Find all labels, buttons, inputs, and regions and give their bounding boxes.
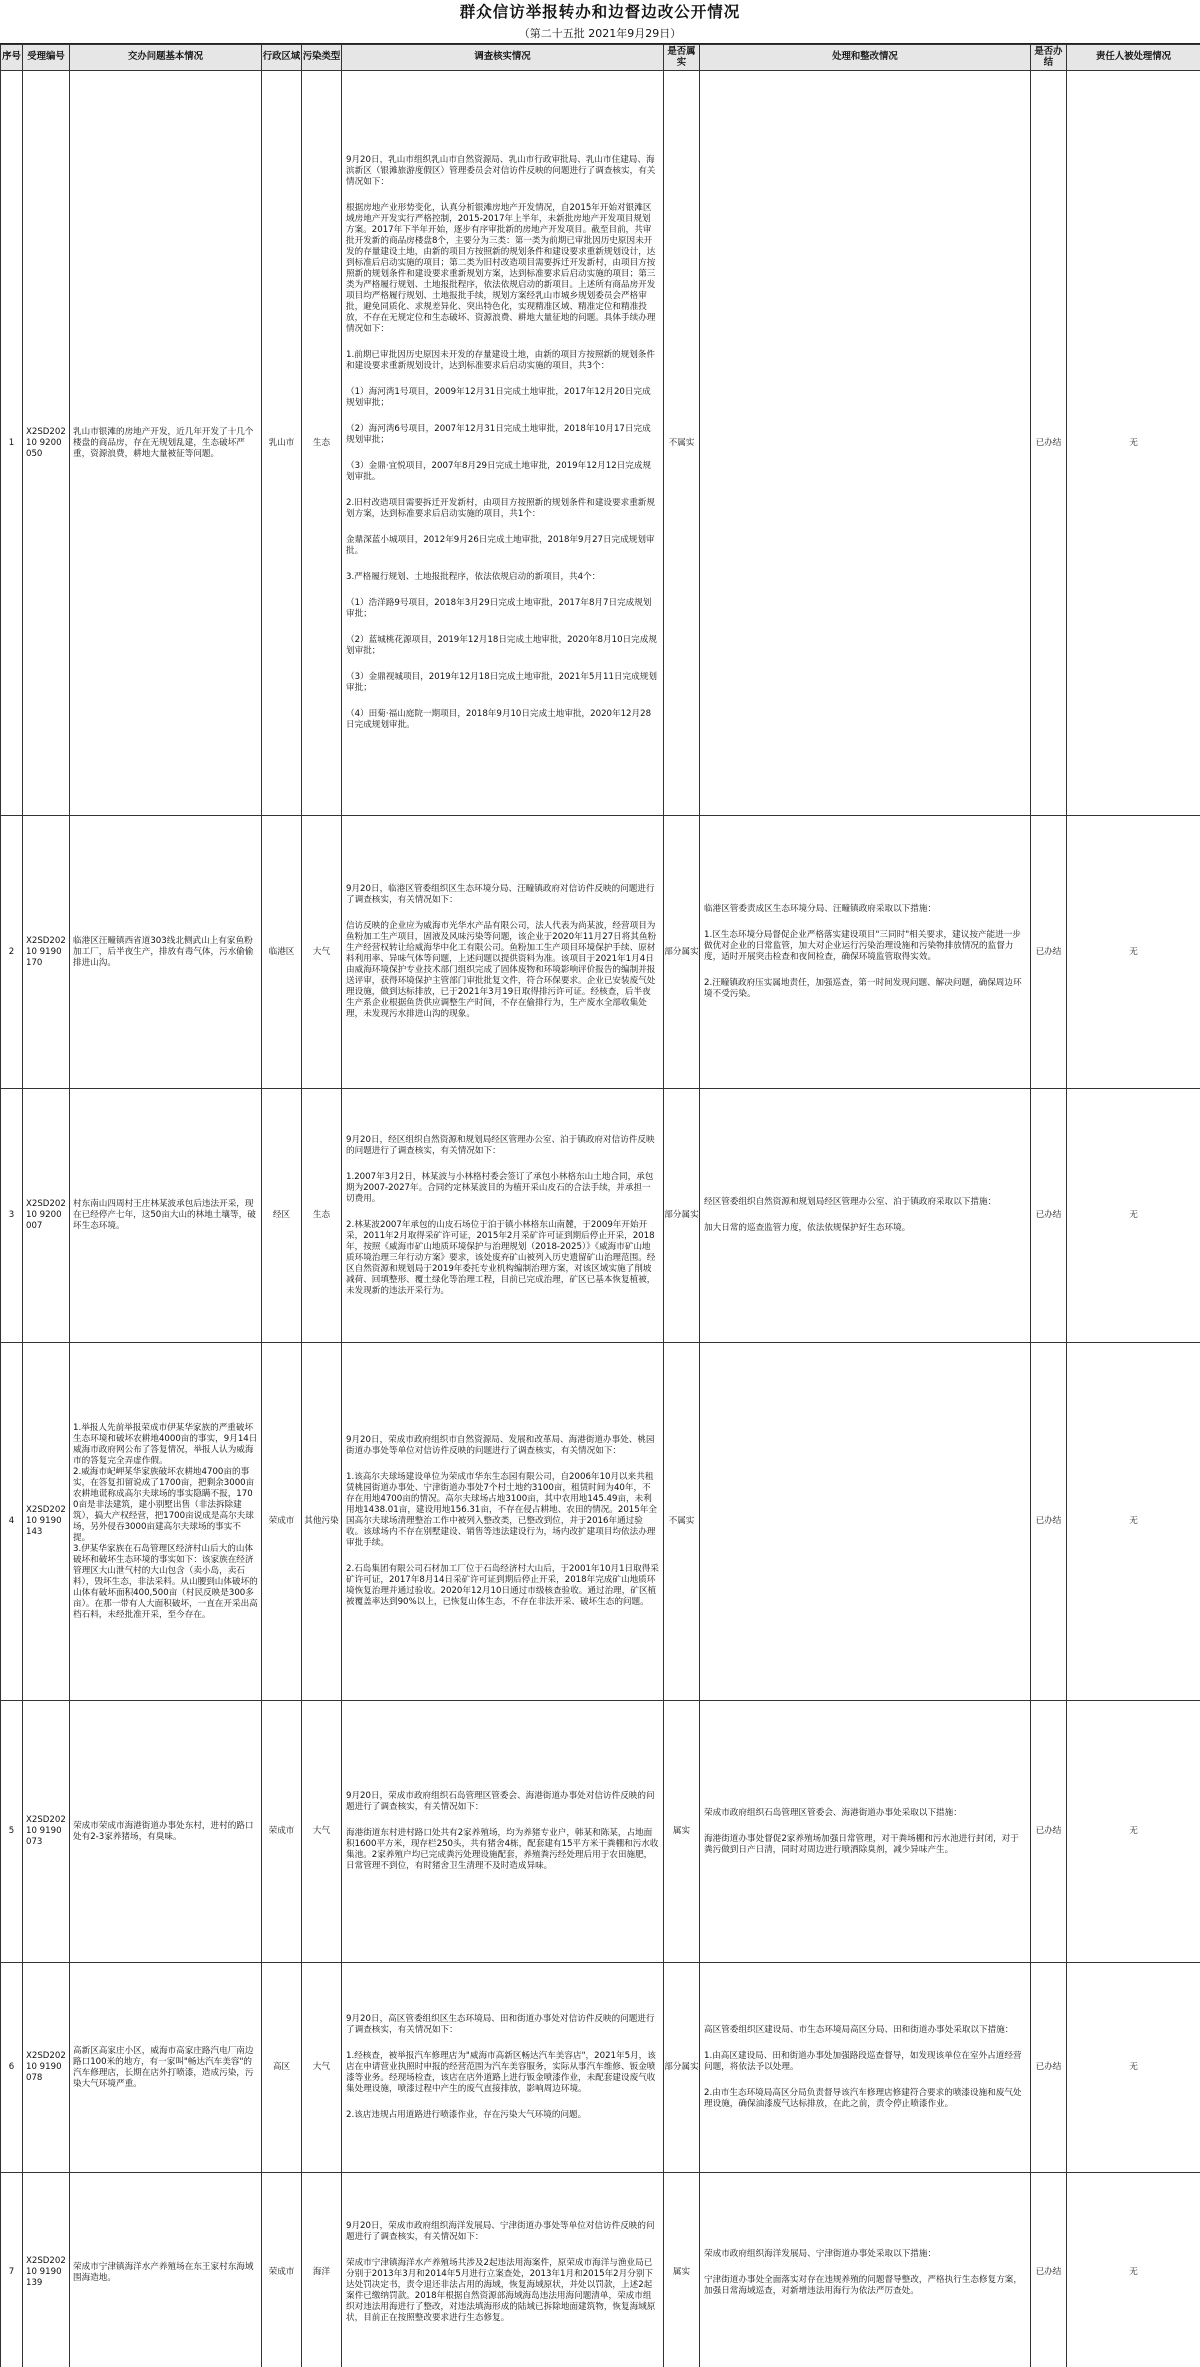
header-code: 受理编号: [23, 45, 70, 71]
cell-region: 经区: [262, 1089, 302, 1343]
handling-paragraph: 荣成市政府组织石岛管理区管委会、海港街道办事处采取以下措施：: [704, 1807, 962, 1818]
header-verified: 是否属实: [664, 45, 700, 71]
cell-pollution: 其他污染: [302, 1343, 342, 1701]
cell-code: X2SD20210 9200007: [23, 1089, 70, 1343]
cell-verified: 不属实: [664, 71, 700, 816]
cell-pollution: 大气: [302, 816, 342, 1089]
table-row: [1, 2173, 1200, 2367]
survey-paragraph: 9月20日，荣成市政府组织市自然资源局、发展和改革局、海港街道办事处、桃园街道办事处等单位对信访件反映的问题进行了调查核实，有关情况如下：: [346, 1435, 655, 1456]
handling-paragraph: 加大日常的巡查监管力度，依法依规保护好生态环境。: [704, 1223, 911, 1233]
cell-region: 临港区: [262, 816, 302, 1089]
cell-pollution: 大气: [302, 1963, 342, 2173]
cell-survey: [342, 71, 664, 816]
header-region: 行政区域: [262, 45, 302, 71]
header-closed: 是否办结: [1031, 45, 1067, 71]
cell-seq: 3: [1, 1089, 23, 1343]
survey-paragraph: （3）金鼎视城项目，2019年12月18日完成土地审批，2021年5月11日完成规划审批；: [346, 672, 657, 693]
header-accountability: 责任人被处理情况: [1067, 45, 1200, 71]
cell-code: X2SD20210 9190143: [23, 1343, 70, 1701]
survey-paragraph: 9月20日，荣成市政府组织石岛管理区管委会、海港街道办事处对信访件反映的问题进行了调查核实，有关情况如下：: [346, 1791, 655, 1812]
cell-pollution: 海洋: [302, 2173, 342, 2367]
cell-problem: 乳山市银滩的房地产开发，近几年开发了十几个楼盘的商品房，存在无规划乱建，生态破坏严重，资源浪费，耕地大量被征等问题。: [70, 71, 262, 816]
cell-code: X2SD20210 9190139: [23, 2173, 70, 2367]
cell-closed: 已办结: [1031, 71, 1067, 816]
cell-survey: [342, 1089, 664, 1343]
table-row: [1, 1089, 1200, 1343]
handling-paragraph: 1.区生态环境分局督促企业严格落实建设项目"三同时"相关要求，建议按产能进一步做优对企业的日常监管，加大对企业运行污染治理设施和污染物排放情况的监督力度，适时开展突击检查和夜间检查，确保环境监管取得实效。: [704, 930, 1021, 962]
cell-handling: [700, 816, 1031, 1089]
cell-code: X2SD20210 9190170: [23, 816, 70, 1089]
cell-closed: 已办结: [1031, 816, 1067, 1089]
cell-verified: 属实: [664, 2173, 700, 2367]
cell-verified: 不属实: [664, 1343, 700, 1701]
cell-accountability: 无: [1067, 1343, 1200, 1701]
cell-accountability: 无: [1067, 1963, 1200, 2173]
cell-seq: 1: [1, 71, 23, 816]
survey-paragraph: 9月20日，临港区管委组织区生态环境分局、汪疃镇政府对信访件反映的问题进行了调查核实，有关情况如下：: [346, 884, 655, 905]
cell-problem: 临港区汪疃镇西省道303线北侧武山上有家鱼粉加工厂，后半夜生产，排放有毒气体，污水偷偷排进山沟。: [70, 816, 262, 1089]
survey-paragraph: 1.2007年3月2日，林某波与小林格村委会签订了承包小林格东山土地合同，承包期为2007-2027年。合同约定林某波目的为植开采山皮石的合法手续，并承担一切费用。: [346, 1171, 654, 1204]
table-row: [1, 1701, 1200, 1963]
survey-paragraph: 9月20日，荣成市政府组织海洋发展局、宁津街道办事处等单位对信访件反映的问题进行了调查核实，有关情况如下：: [346, 2221, 655, 2242]
cell-accountability: 无: [1067, 1701, 1200, 1963]
table-row: [1, 1343, 1200, 1701]
header-handling: 处理和整改情况: [700, 45, 1031, 71]
cell-verified: 部分属实: [664, 1089, 700, 1343]
cell-closed: 已办结: [1031, 1701, 1067, 1963]
survey-paragraph: 2.旧村改造项目需要拆迁开发新村，由项目方按照新的规划条件和建设要求重新规划方案，达到标准要求后启动实施的项目，共1个：: [346, 498, 655, 519]
handling-paragraph: 1.由高区建设局、田和街道办事处加强路段巡查督导，如发现该单位在室外占道经营问题，将依法予以处理。: [704, 2051, 1022, 2072]
cell-accountability: 无: [1067, 2173, 1200, 2367]
cell-code: X2SD20210 9190073: [23, 1701, 70, 1963]
cell-closed: 已办结: [1031, 1963, 1067, 2173]
survey-paragraph: （1）海河湾1号项目，2009年12月31日完成土地审批，2017年12月20日完成规划审批；: [346, 387, 651, 408]
cell-code: X2SD20210 9190078: [23, 1963, 70, 2173]
cell-seq: 4: [1, 1343, 23, 1701]
handling-paragraph: 临港区管委责成区生态环境分局、汪疃镇政府采取以下措施：: [704, 904, 937, 914]
survey-paragraph: 9月20日，高区管委组织区生态环境局、田和街道办事处对信访件反映的问题进行了调查核实，有关情况如下：: [346, 2014, 655, 2035]
survey-paragraph: 1.经核查，被举报汽车修理店为"威海市高新区畅达汽车美容店"，2021年5月，该店在申请营业执照时申报的经营范围为汽车美容服务，实际从事汽车维修、钣金喷漆等业务。经现场检查，该店在店外道路上进行钣金喷漆作业，未配套建设废气收集处理设施，喷漆过程中产生的废气直接排放，影响周边环境。: [346, 2051, 656, 2094]
cell-closed: 已办结: [1031, 1089, 1067, 1343]
cell-region: 荣成市: [262, 2173, 302, 2367]
survey-paragraph: （4）田菊·福山庭院一期项目，2018年9月10日完成土地审批，2020年12月28日完成规划审批。: [346, 709, 652, 730]
cell-problem: 荣成市荣成市海港街道办事处东村，进村的路口处有2-3家养猪场，有臭味。: [70, 1701, 262, 1963]
page-subtitle: （第二十五批 2021年9月29日）: [0, 26, 1200, 44]
cell-survey: [342, 2173, 664, 2367]
handling-paragraph: 经区管委组织自然资源和规划局经区管理办公室、泊于镇政府采取以下措施：: [704, 1197, 997, 1207]
survey-paragraph: 3.严格履行规划、土地报批程序，依法依规启动的新项目，共4个：: [346, 572, 601, 582]
table-row: [1, 1963, 1200, 2173]
header-survey: 调查核实情况: [342, 45, 664, 71]
cell-survey: [342, 1343, 664, 1701]
cell-closed: 已办结: [1031, 1343, 1067, 1701]
page-title: 群众信访举报转办和边督边改公开情况: [459, 3, 741, 22]
handling-paragraph: 2.由市生态环境局高区分局负责督导该汽车修理店修建符合要求的喷漆设施和废气处理设施，确保油漆废气达标排放，在此之前，责令停止喷漆作业。: [704, 2088, 1022, 2109]
cell-problem: 荣成市宁津镇海洋水产养殖场在东王家村东海域围海造地。: [70, 2173, 262, 2367]
cell-pollution: 生态: [302, 71, 342, 816]
header-problem: 交办问题基本情况: [70, 45, 262, 71]
cell-seq: 2: [1, 816, 23, 1089]
cell-region: 荣成市: [262, 1701, 302, 1963]
survey-paragraph: （3）金鼎·宜悦项目，2007年8月29日完成土地审批，2019年12月12日完成规划审批。: [346, 461, 652, 482]
table-row: [1, 71, 1200, 816]
cell-region: 乳山市: [262, 71, 302, 816]
survey-paragraph: 信访反映的企业应为威海市光华水产品有限公司，法人代表为尚某波，经营项目为鱼粉加工生产项目，固液及风味污染等问题，该企业于2020年11月27日将其鱼粉生产经营权转让给威海华中化工有限公司。鱼粉加工生产项目环境保护手续、原材料利用率、异味气体等问题，上述问题以提供资料为准。该项目于2021年1月4日由威海环境保护专业技术部门组织完成了固体废物和环境影响评价报告的编制并报送评审，获得环境保护主管部门审批批复文件，符合环保要求。企业已安装废气处理设施，做到达标排放，已于2021年3月19日取得排污许可证。经核查，后半夜生产系企业根据鱼货供应调整生产时间，不存在偷排行为，生产废水全部收集处理，未发现污水排进山沟的现象。: [346, 921, 657, 1019]
survey-paragraph: 9月20日，经区组织自然资源和规划局经区管理办公室、泊于镇政府对信访件反映的问题进行了调查核实，有关情况如下：: [346, 1134, 655, 1156]
cell-accountability: 无: [1067, 816, 1200, 1089]
handling-paragraph: 2.汪疃镇政府压实属地责任，加强巡查，第一时间发现问题、解决问题，确保周边环境不受污染。: [704, 978, 1022, 999]
cell-accountability: 无: [1067, 71, 1200, 816]
cell-problem: 村东南山四周村王庄林某波承包后违法开采，现在已经停产七年，这50亩大山的林地土壤等，破坏生态环境。: [70, 1089, 262, 1343]
survey-paragraph: 1.前期已审批因历史原因未开发的存量建设土地，由新的项目方按照新的规划条件和建设要求重新规划设计，达到标准要求后启动实施的项目，共3个：: [346, 350, 655, 371]
cell-accountability: 无: [1067, 1089, 1200, 1343]
cell-pollution: 生态: [302, 1089, 342, 1343]
cell-verified: 部分属实: [664, 816, 700, 1089]
cell-survey: [342, 816, 664, 1089]
survey-paragraph: （2）蓝城桃花源项目，2019年12月18日完成土地审批，2020年8月10日完成规划审批；: [346, 635, 657, 656]
survey-paragraph: 1.该高尔夫球场建设单位为荣成市华东生态园有限公司，自2006年10月以来共租赁桃园街道办事处、宁津街道办事处7个村土地约3100亩，租赁时间为40年，不存在用地4700亩的情况。高尔夫球场占地3100亩，其中农用地145.49亩，未利用地1438.01亩，建设用地156.31亩，不存在侵占耕地、农田的情况。2015年全国高尔夫球场清理整治工作中被列入整改类，已整改到位，并于2016年通过验收。该球场内不存在别墅建设、销售等违法建设行为，场内改扩建项目均依法办理审批手续。: [346, 1472, 657, 1548]
handling-paragraph: 荣成市政府组织海洋发展局、宁津街道办事处采取以下措施：: [704, 2248, 937, 2259]
cell-verified: 属实: [664, 1701, 700, 1963]
cell-seq: 7: [1, 2173, 23, 2367]
survey-paragraph: 金鼎深蓝小城项目，2012年9月26日完成土地审批，2018年9月27日完成规划审批。: [346, 535, 655, 556]
survey-paragraph: 2.该店违规占用道路进行喷漆作业，存在污染大气环境的问题。: [346, 2110, 587, 2120]
cell-code: X2SD20210 9200050: [23, 71, 70, 816]
cell-seq: 5: [1, 1701, 23, 1963]
petition-table: [0, 44, 1200, 2367]
cell-handling: [700, 1343, 1031, 1701]
cell-handling: [700, 71, 1031, 816]
handling-paragraph: 宁津街道办事处全面落实对存在违规养殖的问题督导整改，严格执行生态修复方案，加强日常海域巡查，对新增违法用海行为依法严厉查处。: [704, 2274, 1022, 2296]
survey-paragraph: 2.林某波2007年承包的山皮石场位于泊于镇小林格东山南麓，于2009年开始开采，2011年2月取得采矿许可证，2015年2月采矿许可证到期后停止开采，2018年，按照《威海市矿山地质环境保护与治理规划（2018-2025）》《威海市矿山地质环境治理三年行动方案》要求，该处废弃矿山被列入历史遗留矿山治理范围。经区自然资源和规划局于2019年委托专业机构编制治理方案，对该区域实施了削坡减荷、回填整形、覆土绿化等治理工程，目前已完成治理，矿区已基本恢复植被，未发现新的违法开采行为。: [346, 1219, 656, 1296]
cell-problem: 高新区高家庄小区，威海市高家庄路汽电厂南边路口100米的地方，有一家叫"畅达汽车美容"的汽车修理店，长期在店外打喷漆，造成污染，污染大气环境严重。: [70, 1963, 262, 2173]
survey-paragraph: 2.石岛集团有限公司石材加工厂位于石岛经济村大山后，于2001年10月1日取得采矿许可证，2017年8月14日采矿许可证到期后停止开采，2018年完成矿山地质环境恢复治理并通过验收。2020年12月10日通过市级核查验收。通过治理，矿区植被覆盖率达到90%以上，已恢复山体生态，不存在非法开采、破坏生态的问题。: [346, 1564, 659, 1607]
cell-handling: [700, 1963, 1031, 2173]
header-seq: 序号: [1, 45, 23, 71]
survey-paragraph: 荣成市宁津镇海洋水产养殖场共涉及2起违法用海案件，原荣成市海洋与渔业局已分别于2013年3月和2014年5月进行立案查处，2013年1月和2015年2月分别下达处罚决定书，责令退还非法占用的海域，恢复海域原状，并处以罚款，上述2起案件已缴纳罚款。2018年根据自然资源部海域海岛违法用海问题清单，荣成市组织对违法用海进行了整改，对违法填海形成的陆域已拆除地面建筑物，恢复海域原状，目前正在按照整改要求进行生态修复。: [346, 2258, 656, 2323]
cell-verified: 部分属实: [664, 1963, 700, 2173]
header-pollution: 污染类型: [302, 45, 342, 71]
survey-paragraph: （2）海河湾6号项目，2007年12月31日完成土地审批，2018年10月17日完成规划审批；: [346, 424, 651, 445]
survey-paragraph: 海港街道东村进村路口处共有2家养殖场，均为养猪专业户，韩某和陈某，占地面积1600平方米，现存栏250头，共有猪舍4栋，配套建有15平方米干粪棚和污水收集池。2家养殖户均已完成粪污处理设施配套，养殖粪污经处理后用于农田施肥，日常管理不到位，有时猪舍卫生清理不及时造成异味。: [346, 1828, 659, 1871]
cell-survey: [342, 1701, 664, 1963]
survey-paragraph: （1）浩洋路9号项目，2018年3月29日完成土地审批，2017年8月7日完成规划审批；: [346, 598, 652, 619]
handling-paragraph: 海港街道办事处督促2家养殖场加强日常管理，对干粪场棚和污水池进行封闭，对于粪污做到日产日清，同时对周边进行喷洒除臭剂，减少异味产生。: [704, 1833, 1019, 1855]
cell-pollution: 大气: [302, 1701, 342, 1963]
survey-paragraph: 根据房地产业形势变化，认真分析银滩房地产开发情况，自2015年开始对银滩区域房地产开发实行严格控制，2015-2017年上半年，未新批房地产开发项目规划方案。2017年下半年开始，逐步有序审批新的房地产开发项目。截至目前，共审批开发新的商品房楼盘8个，主要分为三类：第一类为前期已审批因历史原因未开发的存量建设土地，由新的项目方按照新的规划条件和建设要求重新规划设计，达到标准后启动实施的项目；第二类为旧村改造项目需要拆迁开发新村，由项目方按照新的规划条件和建设要求重新规划方案，达到标准要求后启动实施的项目；第三类为严格履行规划、土地报批程序，依法依规启动的新项目。上述所有商品房开发项目均严格履行规划、土地报批手续，规划方案经乳山市城乡规划委员会严格审批，避免同质化、求规差异化、突出特色化，实现精准区域、精准定位和精准投放，不存在无规定位和生态破坏、资源浪费、耕地大量征地的问题。具体手续办理情况如下：: [346, 203, 656, 334]
cell-problem: 1.举报人先前举报荣成市伊某华家族的严重破坏生态环境和破坏农耕地4000亩的事实，9月14日威海市政府网公布了答复情况，举报人认为威海市的答复完全弄虚作假。 2.威海市屺岬某华家族破坏农耕地4700亩的事实，在答复扣留说成了1700亩，把剩余3000亩农耕地谎称成高尔夫球场的事实隐瞒不报，1700亩是非法建筑，建小别墅出售（非法拆除建筑），搞大产权经营，把1700亩说成是高尔夫球场，另外侵吞3000亩建高尔夫球场的事实不提。 3.伊某华家族在石岛管理区经济村山后大的山体破坏和破坏生态环境的事实如下：该家族在经济管理区大山泄气村的大山包含（卖小岛，卖石料），毁坏生态，非法采料。从山腰到山体破坏的山体有破坏面积400,500亩（村民反映是300多亩）。在那一带有人大面积破坏，一直在开采出高档石料，未经批准开采，至今存在。: [70, 1343, 262, 1701]
cell-region: 荣成市: [262, 1343, 302, 1701]
cell-region: 高区: [262, 1963, 302, 2173]
survey-paragraph: 9月20日，乳山市组织乳山市自然资源局、乳山市行政审批局、乳山市住建局、海滨新区（银滩旅游度假区）管理委员会对信访件反映的问题进行了调查核实，有关情况如下：: [346, 155, 656, 187]
table-row: [1, 816, 1200, 1089]
cell-handling: [700, 2173, 1031, 2367]
cell-survey: [342, 1963, 664, 2173]
cell-seq: 6: [1, 1963, 23, 2173]
handling-paragraph: 高区管委组织区建设局、市生态环境局高区分局、田和街道办事处采取以下措施：: [704, 2025, 1014, 2035]
cell-handling: [700, 1701, 1031, 1963]
table-header-row: [1, 45, 1200, 71]
cell-handling: [700, 1089, 1031, 1343]
cell-closed: 已办结: [1031, 2173, 1067, 2367]
